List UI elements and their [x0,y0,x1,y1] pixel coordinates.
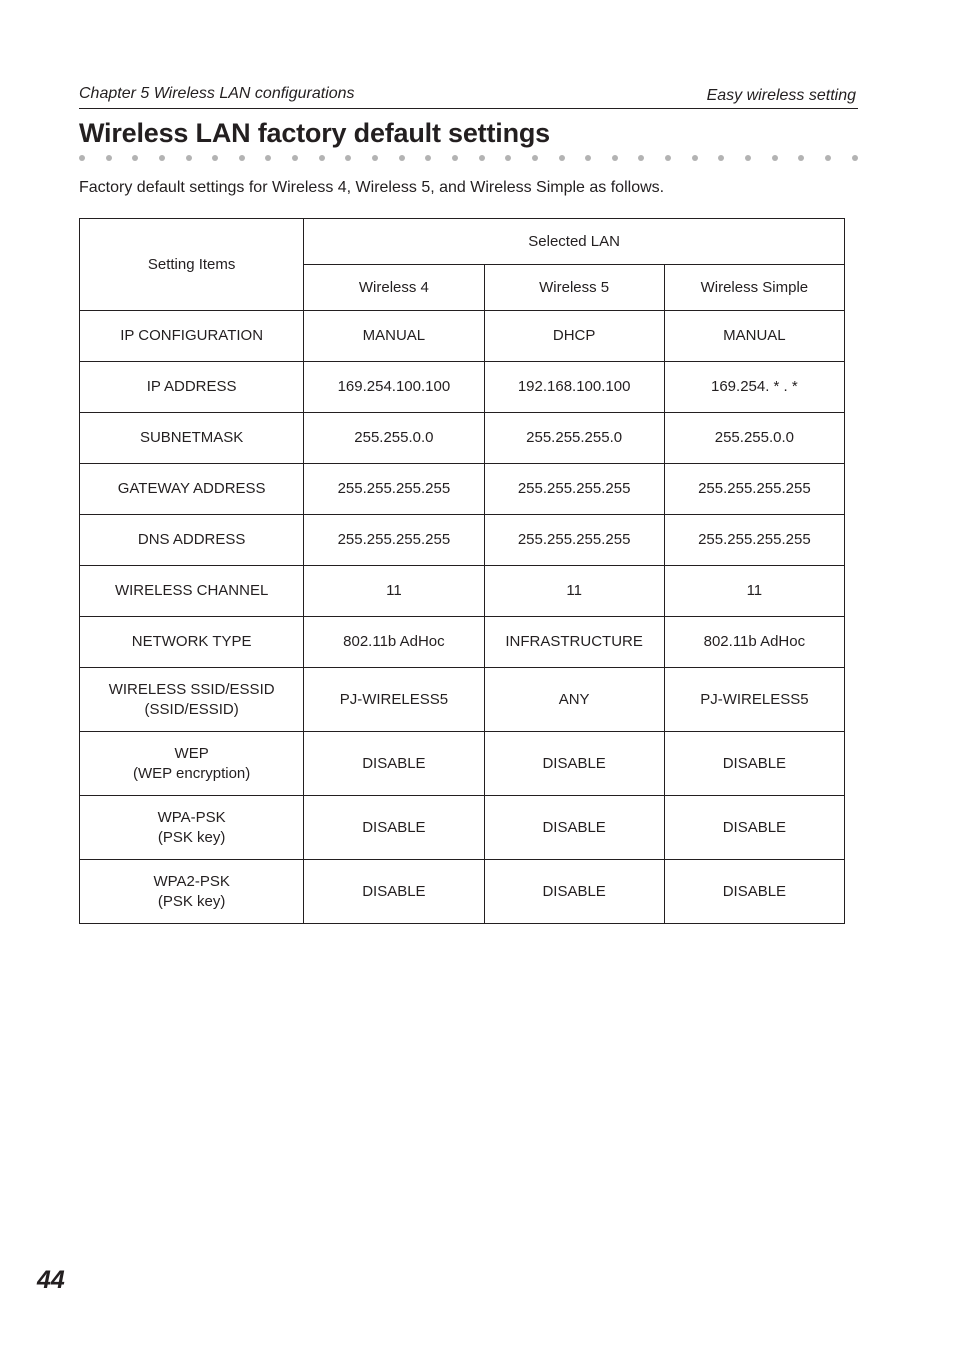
setting-item-cell [80,311,304,362]
divider-dot [345,155,351,161]
value-cell: PJ-WIRELESS5 [664,668,844,732]
table-row [80,796,845,860]
divider-dot [665,155,671,161]
setting-item-line: DNS ADDRESS [137,531,246,548]
header-selected-lan: Selected LAN [304,219,845,265]
page-number: 44 [37,1266,65,1294]
table-row [80,566,845,617]
setting-item-line: WIRELESS CHANNEL [114,582,269,599]
value-cell: MANUAL [664,311,844,362]
value-cell: DISABLE [484,860,664,924]
header-divider [79,108,858,109]
value-cell: DHCP [484,311,664,362]
value-cell: 255.255.255.255 [664,464,844,515]
value-cell: 255.255.255.255 [484,515,664,566]
table-row [80,464,845,515]
page-title: Wireless LAN factory default settings [79,118,550,148]
setting-item-cell [80,617,304,668]
setting-item-cell [80,515,304,566]
value-cell: DISABLE [304,732,484,796]
table-row [80,362,845,413]
divider-dot [479,155,485,161]
value-cell: PJ-WIRELESS5 [304,668,484,732]
value-cell: 11 [664,566,844,617]
value-cell: 255.255.255.255 [304,515,484,566]
setting-item-line: WPA2-PSK [153,872,230,890]
setting-item-subline: (SSID/ESSID) [144,700,239,718]
intro-text: Factory default settings for Wireless 4, Wireless 5, and Wireless Simple as follows. [79,179,665,196]
dotted-divider [79,155,858,163]
divider-dot [452,155,458,161]
divider-dot [772,155,778,161]
table-row [80,413,845,464]
divider-dot [692,155,698,161]
divider-dot [186,155,192,161]
divider-dot [212,155,218,161]
table-row [80,515,845,566]
value-cell: 255.255.0.0 [304,413,484,464]
divider-dot [79,155,85,161]
value-cell: DISABLE [484,732,664,796]
value-cell: 255.255.0.0 [664,413,844,464]
value-cell: 802.11b AdHoc [664,617,844,668]
table-row [80,860,845,924]
header-setting-items: Setting Items [80,219,304,311]
value-cell: DISABLE [664,860,844,924]
setting-item-subline: (WEP encryption) [133,764,251,782]
setting-item-cell [80,668,304,732]
divider-dot [585,155,591,161]
value-cell: MANUAL [304,311,484,362]
divider-dot [239,155,245,161]
chapter-header: Chapter 5 Wireless LAN configurations [79,85,355,102]
setting-item-cell [80,464,304,515]
divider-dot [825,155,831,161]
setting-item-line: WIRELESS SSID/ESSID [108,680,275,698]
divider-dot [505,155,511,161]
divider-dot [425,155,431,161]
setting-item-line: IP CONFIGURATION [120,327,264,344]
settings-table [79,218,845,924]
value-cell: DISABLE [304,796,484,860]
divider-dot [132,155,138,161]
table-row [80,732,845,796]
divider-dot [106,155,112,161]
section-header: Easy wireless setting [706,87,856,104]
divider-dot [559,155,565,161]
header-wireless-simple: Wireless Simple [664,265,844,311]
setting-item-subline: (PSK key) [157,828,226,846]
divider-dot [399,155,405,161]
divider-dot [372,155,378,161]
value-cell: 255.255.255.255 [664,515,844,566]
table-row [80,617,845,668]
setting-item-cell [80,860,304,924]
value-cell: INFRASTRUCTURE [484,617,664,668]
value-cell: 192.168.100.100 [484,362,664,413]
setting-item-line: WEP [174,744,209,762]
header-wireless-4: Wireless 4 [304,265,484,311]
setting-item-cell [80,796,304,860]
setting-item-cell [80,362,304,413]
setting-item-cell [80,732,304,796]
setting-item-cell [80,413,304,464]
divider-dot [612,155,618,161]
value-cell: DISABLE [664,732,844,796]
value-cell: 11 [484,566,664,617]
table-row [80,668,845,732]
divider-dot [265,155,271,161]
divider-dot [718,155,724,161]
value-cell: 169.254.100.100 [304,362,484,413]
header-wireless-5: Wireless 5 [484,265,664,311]
divider-dot [852,155,858,161]
divider-dot [532,155,538,161]
value-cell: 255.255.255.255 [304,464,484,515]
value-cell: 255.255.255.255 [484,464,664,515]
value-cell: 11 [304,566,484,617]
setting-item-subline: (PSK key) [157,892,226,910]
value-cell: DISABLE [484,796,664,860]
value-cell: 169.254. * . * [664,362,844,413]
divider-dot [638,155,644,161]
divider-dot [159,155,165,161]
divider-dot [798,155,804,161]
divider-dot [319,155,325,161]
setting-item-cell [80,566,304,617]
setting-item-line: GATEWAY ADDRESS [117,480,266,497]
value-cell: ANY [484,668,664,732]
table-row [80,311,845,362]
value-cell: DISABLE [664,796,844,860]
divider-dot [292,155,298,161]
setting-item-line: WPA-PSK [157,808,226,826]
setting-item-line: IP ADDRESS [146,378,237,395]
value-cell: DISABLE [304,860,484,924]
setting-item-line: SUBNETMASK [139,429,244,446]
setting-item-line: NETWORK TYPE [131,633,252,650]
value-cell: 802.11b AdHoc [304,617,484,668]
value-cell: 255.255.255.0 [484,413,664,464]
divider-dot [745,155,751,161]
